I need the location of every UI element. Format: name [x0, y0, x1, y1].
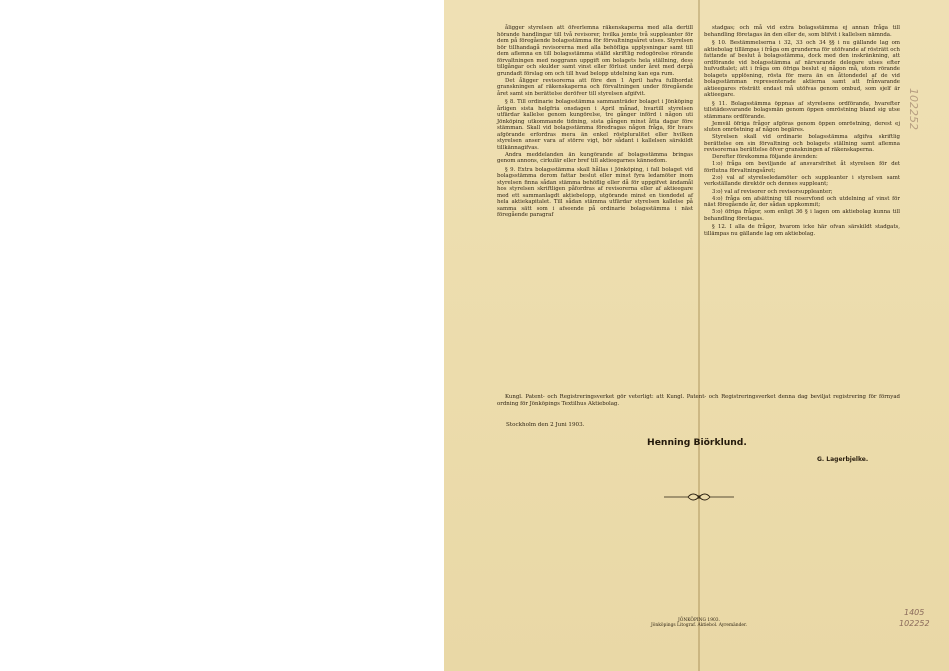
- paragraph-section-11: § 11. Bolagsstämma öppnas af styrelsens ordförande, hvarefter tillstädesvarande bolagsmän genom öppen omröstning bland sig utse stämmans ordförande.: [704, 100, 900, 120]
- imprint-place-year: JÖNKÖPING 1903.: [678, 618, 720, 623]
- paragraph: Andra meddelanden än kungörande af bolagsstämma bringas genom annons, cirkulär eller bref till aktieegarnes kännedom.: [497, 151, 693, 165]
- signature-name: Henning Biörklund.: [647, 437, 747, 448]
- list-item: 5:o) öfriga frågor, som enligt 36 § i lagen om aktiebolag kunna till behandling företagas.: [704, 209, 900, 222]
- printer-imprint: [624, 618, 774, 629]
- list-item: 1:o) fråga om beviljande af ansvarsfrihet åt styrelsen för det förflutna förvaltningsåret;: [704, 161, 900, 174]
- paragraph: åligger styrelsen att öfverlemna räkenskaperna med alla dertill hörande handlingar till två revisorer, hvilka jemte två suppleanter för dem på föregående bolagsstämma för förvaltningsåret utses. Styrelsen bör tillhandagå revisorerna med alla behöfliga upplysningar samt till dem aflemna en till bolagsstämma ställd skriftlig redogörelse rörande förvaltningen med noggrann uppgift om bolagets hela ställning, dess tillgångar och skulder samt vinst eller förlust under året med derpå grundadt förslag om och till hvad belopp utdelning kan ega rum.: [497, 25, 693, 77]
- text-column-left: [497, 25, 693, 219]
- ornament-divider-icon: [664, 491, 734, 503]
- list-item: 4:o) fråga om afsättning till reservfond och utdelning af vinst för näst föregående år, der sådan uppkommit;: [704, 195, 900, 209]
- paragraph-section-8: § 8. Till ordinarie bolagsstämma sammanträder bolaget i Jönköping årligen sista helgfria onsdagen i April månad, hvartill styrelsen utfärdar kallelse genom kungörelse, tre gånger införd i någon uti Jönköping utkommande tidning, sista gången minst åtta dagar före stämman. Skall vid bolagsstämma föredragas någon fråga, för hvars afgörande erfordras mera än enkel röstpluralitet eller hvilken styrelsen anser vara af större vigt, bör sådant i kallelsen särskildt tillkännagifvas.: [497, 99, 693, 151]
- paragraph: stadgas; och må vid extra bolagsstämma ej annan fråga till behandling företagas än den eller de, som blifvit i kallelsen nämnda.: [704, 25, 900, 38]
- list-item: 2:o) val af styrelseledamöter och suppleanter i styrelsen samt verkställande direktör och dennes suppleant;: [704, 174, 900, 188]
- imprint-printer: Jönköpings Litograf. Aktiebol. Ayremänder.: [651, 623, 747, 629]
- paragraph-section-12: § 12. I alla de frågor, hvarom icke här ofvan särskildt stadgats, tillämpas nu gällande lag om aktiebolag.: [704, 224, 900, 237]
- pencil-number-corner-bottom: 102252: [899, 619, 930, 628]
- page-fold: [698, 0, 700, 671]
- paragraph: Det åligger revisorerna att före den 1 April hafva fullbordat granskningen af räkenskaperna och förvaltningen under föregående året samt sin berättelse deröfver till styrelsen afgifvit.: [497, 77, 693, 97]
- paragraph-section-9: § 9. Extra bolagsstämma skall hållas i Jönköping, i fall bolaget vid bolagsstämma derom fattar beslut eller minst fyra ledamöter inom styrelsen finna sådan stämma behöflig eller då för uppgifvet ändamål hos styrelsen skriftligen påfordras af revisorerna eller af aktieegare med ett sammanlagdt aktiebelopp, utgörande minst en tiondedel af hela aktiekapitalet. Till sådan stämma utfärdar styrelsen kallelse på samma sätt som i afseende på ordinarie bolagsstämma i näst föregående paragraf: [497, 166, 693, 219]
- pencil-number-side: 102252: [907, 88, 920, 130]
- paragraph-section-10: § 10. Bestämmelserna i 32, 33 och 34 §§ i nu gällande lag om aktiebolag tillämpas i fråga om grunderna för utöfvande af rösträtt och fattande af beslut å bolagsstämma, dock med den inskränkning, att ordförande vid bolagsstämma af närvarande delegare utses efter hufvudtalet; att i fråga om öfriga beslut ej någon må, utom rörande bolagets upplösning, rösta för mera än en åttondedel af de vid bolagsstämman representerade aktierna samt att frånvarande aktieegares rösträtt endast må utöfvas genom ombud, som sjelf är aktieegare.: [704, 40, 900, 98]
- paragraph: Styrelsen skall vid ordinarie bolagsstämma afgifva skriftlig berättelse om sin förvaltning och bolagets ställning samt aflemna revisorernas berättelse öfver granskningen af räkenskaperna.: [704, 134, 900, 154]
- list-item: 3:o) val af revisorer och revisorsuppleanter;: [712, 188, 833, 195]
- pencil-number-corner-top: 1405: [904, 608, 925, 617]
- paragraph: Jemväl öfriga frågor afgöras genom öppen omröstning, derest ej sluten omröstning af någon begäres.: [704, 120, 900, 134]
- issue-date: Stockholm den 2 Juni 1903.: [506, 422, 585, 428]
- paragraph: Derefter förekomma följande ärenden:: [712, 154, 818, 161]
- registration-statement: Kungl. Patent- och Registreringsverket gör veterligt: att Kungl. Patent- och Registreringsverket denna dag beviljat registrering för förnyad ordning för Jönköpings Textilhus Aktiebolag.: [497, 394, 900, 407]
- countersignature-name: G. Lagerbjelke.: [817, 456, 869, 463]
- text-column-right: [704, 25, 900, 238]
- document-page: [444, 0, 949, 671]
